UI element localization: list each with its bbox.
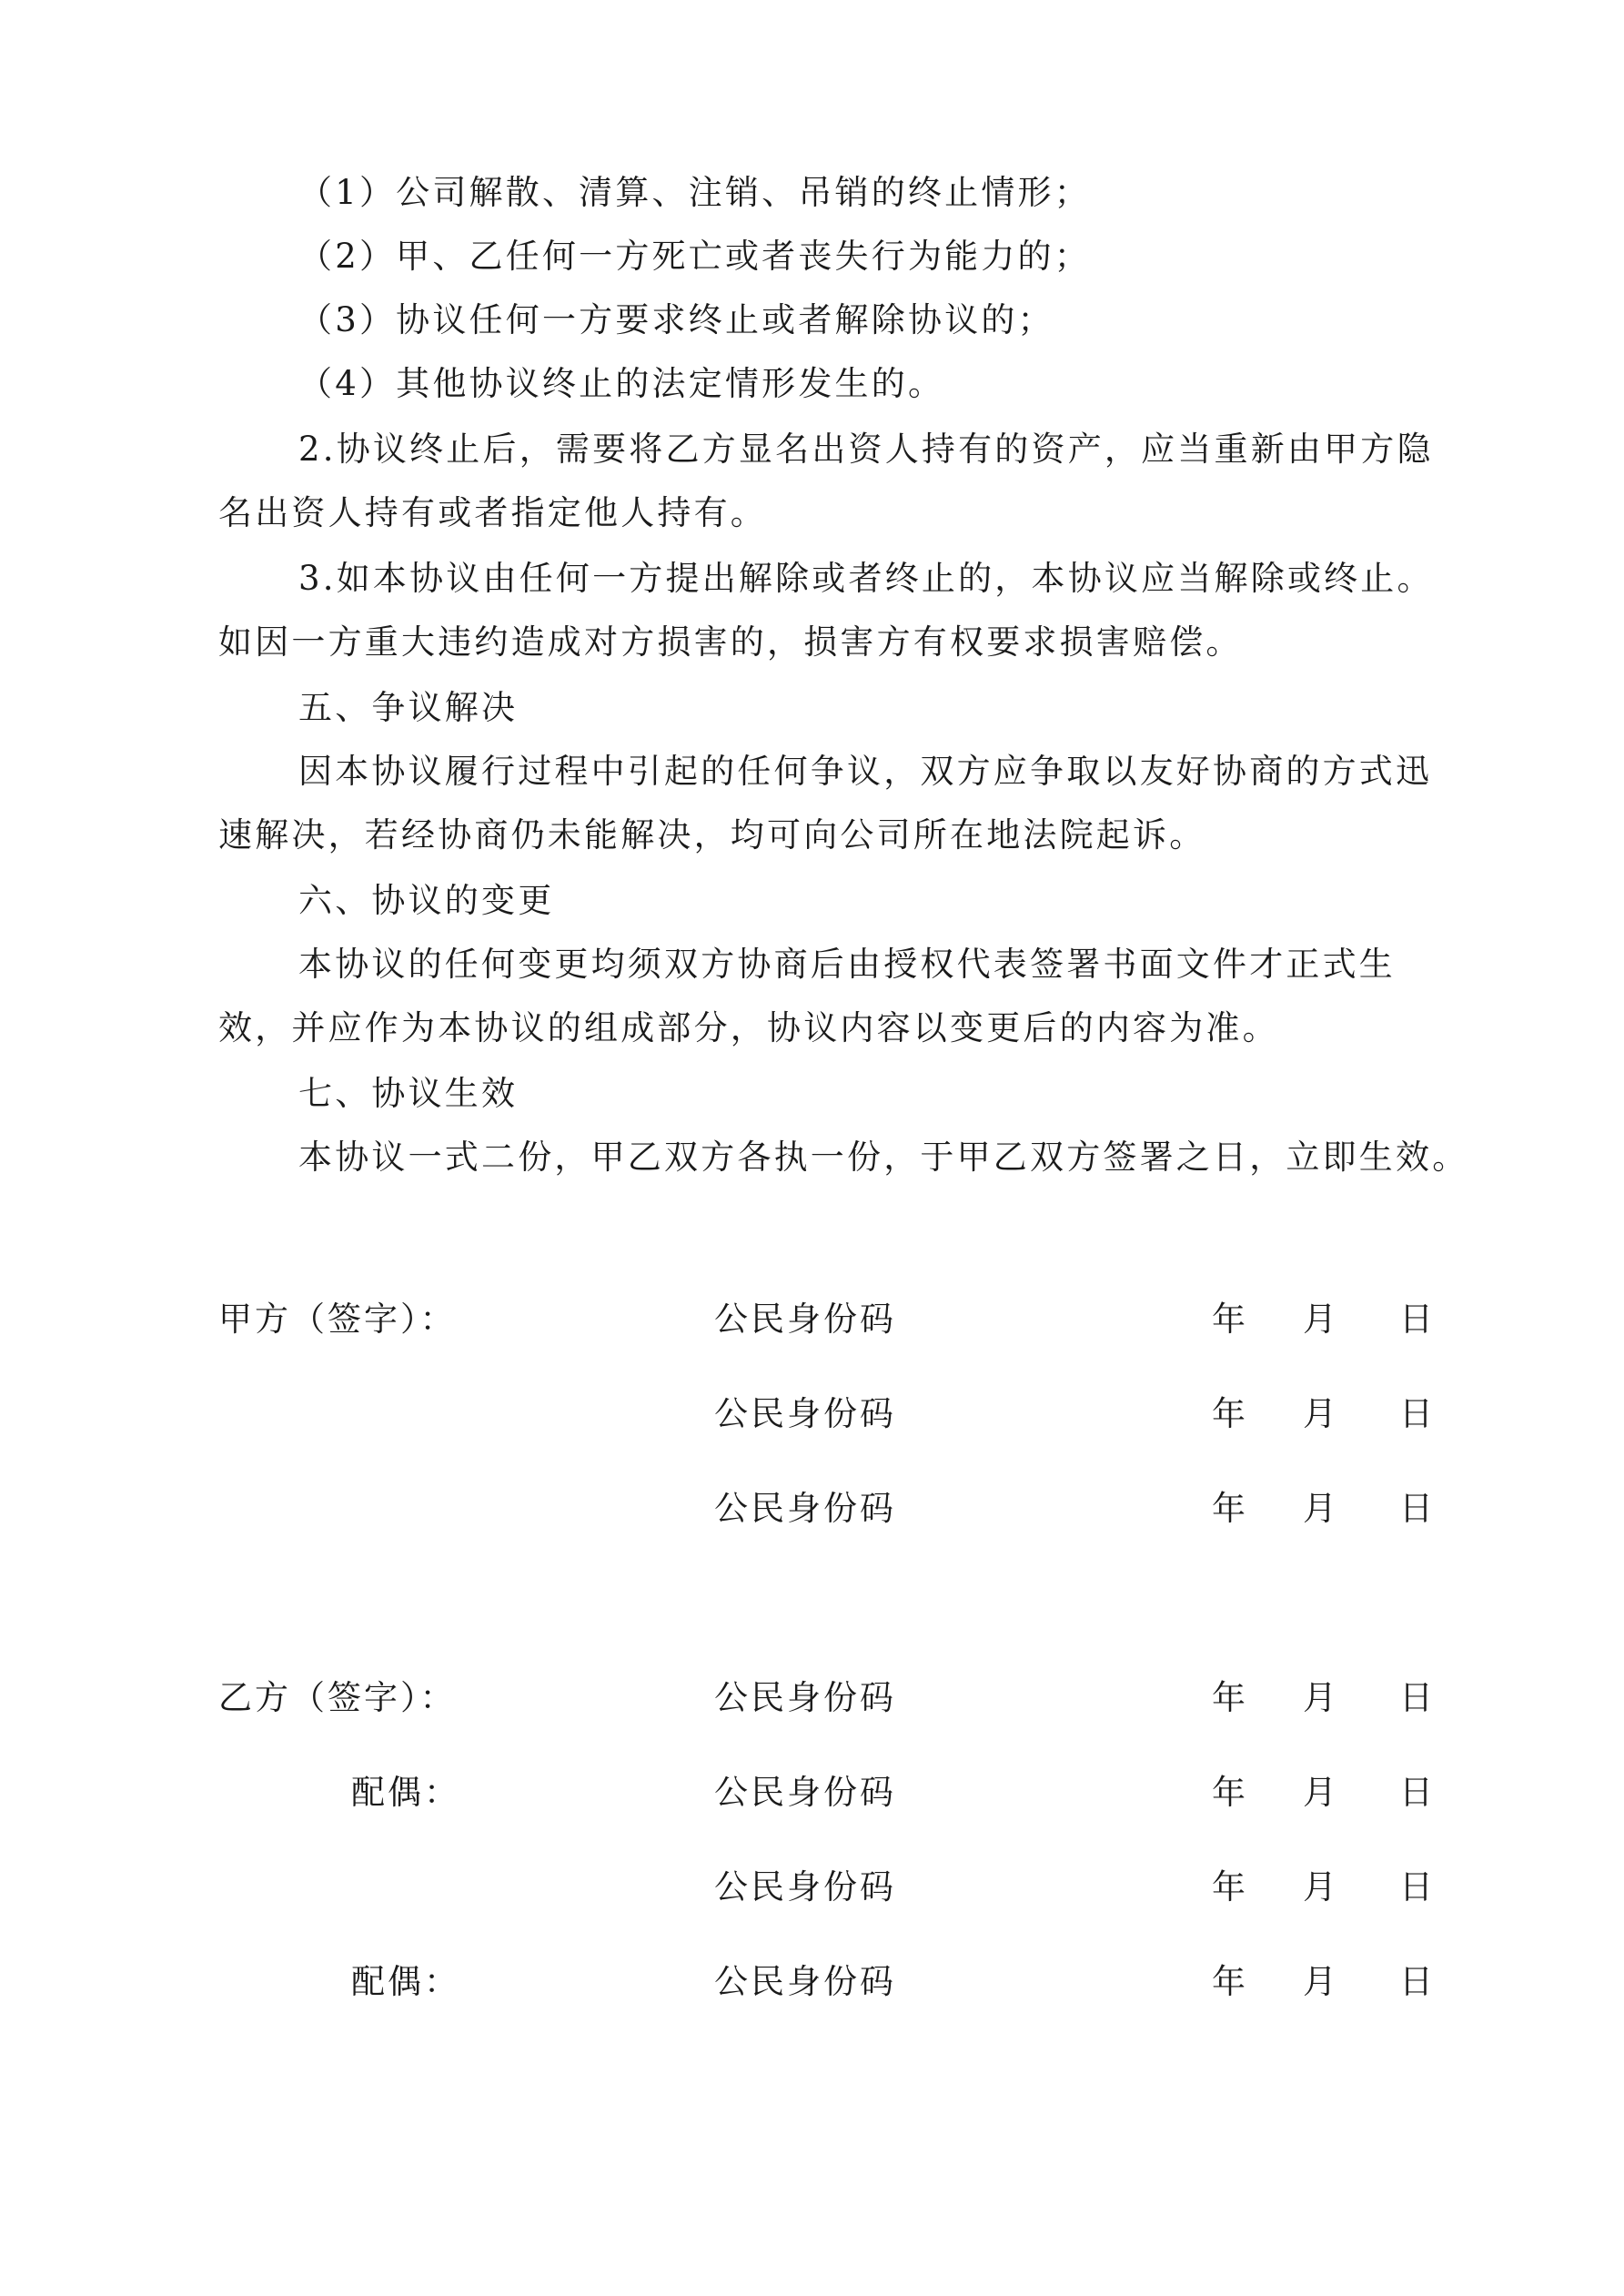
day-label: 日 — [1399, 1300, 1436, 1339]
spouse-label: 配偶： — [351, 1773, 460, 1812]
spouse-label: 配偶： — [351, 1962, 460, 2001]
signature-row-party-a-2 — [0, 1394, 1624, 1440]
clause-item-4: （4）其他协议终止的法定情形发生的。 — [298, 364, 945, 403]
clause-2-line-2: 名出资人持有或者指定他人持有。 — [218, 493, 767, 532]
amendment-line-2: 效，并应作为本协议的组成部分，协议内容以变更后的内容为准。 — [218, 1008, 1279, 1047]
year-label: 年 — [1212, 1394, 1248, 1433]
year-label: 年 — [1212, 1867, 1248, 1907]
month-label: 月 — [1303, 1489, 1339, 1528]
month-label: 月 — [1303, 1394, 1339, 1433]
signature-row-spouse-2 — [0, 1962, 1624, 2008]
clause-3-line-1: 3.如本协议由任何一方提出解除或者终止的，本协议应当解除或终止。 — [298, 559, 1434, 598]
id-code-label: 公民身份码 — [714, 1394, 896, 1433]
section-heading-effect: 七、协议生效 — [298, 1074, 519, 1113]
signature-row-party-a-3 — [0, 1489, 1624, 1534]
effect-line-1: 本协议一式二份，甲乙双方各执一份，于甲乙双方签署之日，立即生效。 — [298, 1138, 1469, 1177]
day-label: 日 — [1399, 1773, 1436, 1812]
day-label: 日 — [1399, 1867, 1436, 1907]
id-code-label: 公民身份码 — [714, 1867, 896, 1907]
signature-row-spouse-1 — [0, 1773, 1624, 1818]
year-label: 年 — [1212, 1489, 1248, 1528]
month-label: 月 — [1303, 1867, 1339, 1907]
year-label: 年 — [1212, 1773, 1248, 1812]
clause-2-line-1: 2.协议终止后，需要将乙方显名出资人持有的资产，应当重新由甲方隐 — [298, 430, 1434, 469]
dispute-line-2: 速解决，若经协商仍未能解决，均可向公司所在地法院起诉。 — [218, 815, 1206, 855]
day-label: 日 — [1399, 1489, 1436, 1528]
id-code-label: 公民身份码 — [714, 1962, 896, 2001]
signature-row-party-a — [0, 1300, 1624, 1345]
clause-item-2: （2）甲、乙任何一方死亡或者丧失行为能力的； — [298, 237, 1091, 276]
section-heading-amendment: 六、协议的变更 — [298, 881, 555, 920]
id-code-label: 公民身份码 — [714, 1300, 896, 1339]
id-code-label: 公民身份码 — [714, 1773, 896, 1812]
amendment-line-1: 本协议的任何变更均须双方协商后由授权代表签署书面文件才正式生 — [298, 945, 1396, 984]
signature-row-party-b — [0, 1678, 1624, 1724]
id-code-label: 公民身份码 — [714, 1489, 896, 1528]
clause-item-3: （3）协议任何一方要求终止或者解除协议的； — [298, 300, 1054, 339]
year-label: 年 — [1212, 1300, 1248, 1339]
section-heading-dispute: 五、争议解决 — [298, 688, 519, 727]
clause-3-line-2: 如因一方重大违约造成对方损害的，损害方有权要求损害赔偿。 — [218, 622, 1243, 662]
month-label: 月 — [1303, 1678, 1339, 1717]
id-code-label: 公民身份码 — [714, 1678, 896, 1717]
party-a-label: 甲方（签字）： — [218, 1300, 457, 1339]
party-b-label: 乙方（签字）： — [218, 1678, 457, 1717]
dispute-line-1: 因本协议履行过程中引起的任何争议，双方应争取以友好协商的方式迅 — [298, 752, 1433, 791]
year-label: 年 — [1212, 1678, 1248, 1717]
month-label: 月 — [1303, 1962, 1339, 2001]
month-label: 月 — [1303, 1300, 1339, 1339]
day-label: 日 — [1399, 1394, 1436, 1433]
year-label: 年 — [1212, 1962, 1248, 2001]
day-label: 日 — [1399, 1962, 1436, 2001]
signature-row-party-b-2 — [0, 1867, 1624, 1913]
month-label: 月 — [1303, 1773, 1339, 1812]
clause-item-1: （1）公司解散、清算、注销、吊销的终止情形； — [298, 173, 1091, 212]
day-label: 日 — [1399, 1678, 1436, 1717]
